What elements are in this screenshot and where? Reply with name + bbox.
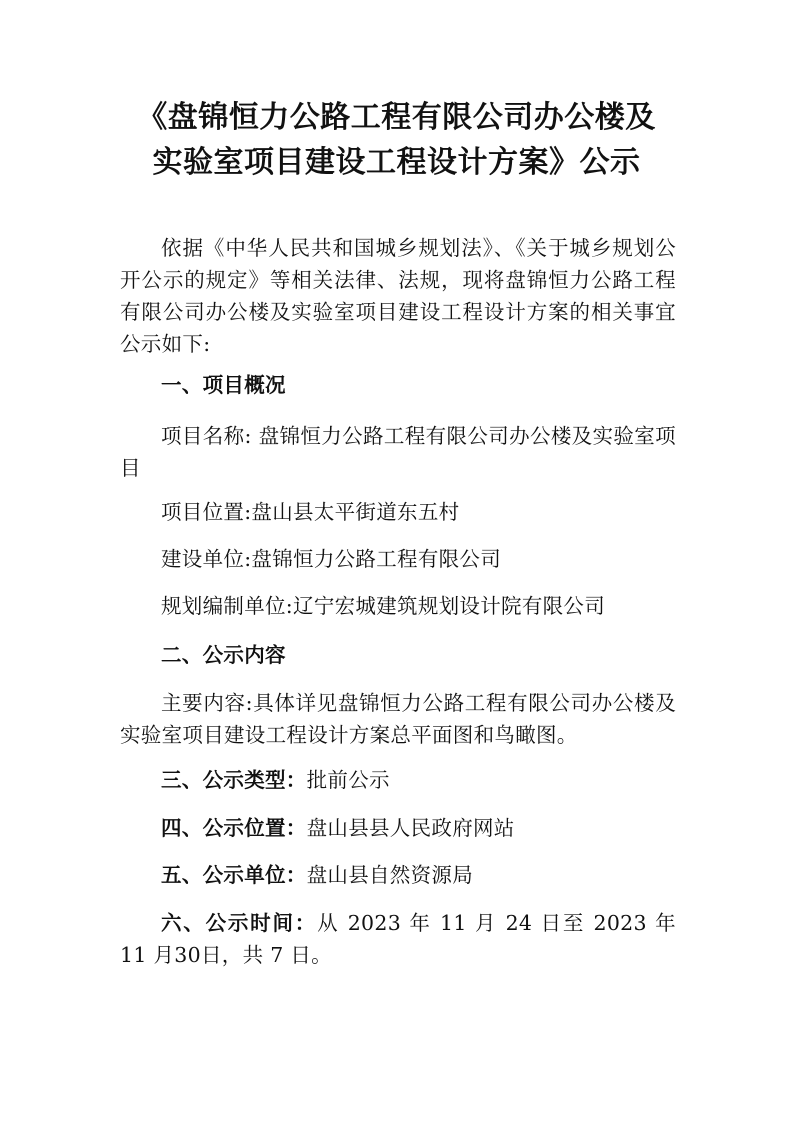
- section-5-value: 盘山县自然资源局: [306, 863, 474, 887]
- section-4-value: 盘山县县人民政府网站: [306, 816, 515, 840]
- project-name-value: 盘锦恒力公路工程有限公司办公楼及实验室项目: [120, 424, 676, 480]
- builder-value: 盘锦恒力公路工程有限公司: [251, 547, 502, 571]
- project-location-value: 盘山县太平街道东五村: [251, 500, 460, 524]
- content-row: [120, 687, 676, 751]
- project-location-row: [120, 496, 676, 528]
- intro-paragraph: 依据《中华人民共和国城乡规划法》、《关于城乡规划公开公示的规定》等相关法律、法规，现将盘锦恒力公路工程有限公司办公楼及实验室项目建设工程设计方案的相关事宜公示如下:: [120, 236, 676, 356]
- section-6-value: 从 2023 年 11 月 24 日至 2023 年 11 月30日，共 7 日。: [120, 911, 676, 967]
- section-4-heading: 四、公示位置：: [161, 816, 307, 840]
- title-line-2: 实验室项目建设工程设计方案》公示: [152, 145, 641, 180]
- planner-label: 规划编制单位:: [161, 594, 294, 618]
- section-4-row: [120, 812, 676, 844]
- section-3-value: 批前公示: [306, 768, 390, 792]
- planner-value: 辽宁宏城建筑规划设计院有限公司: [293, 594, 606, 618]
- section-6-row: [120, 907, 676, 971]
- section-6-heading: 六、公示时间：: [161, 911, 318, 935]
- planner-row: [120, 590, 676, 622]
- section-3-heading: 三、公示类型：: [161, 768, 307, 792]
- project-name-row: [120, 420, 676, 484]
- section-1-heading: [120, 369, 676, 401]
- section-5-heading: 五、公示单位：: [161, 863, 307, 887]
- project-name-label: 项目名称:: [161, 424, 252, 448]
- title-line-1: 《盘锦恒力公路工程有限公司办公楼及: [137, 100, 656, 135]
- content-label: 主要内容:: [161, 691, 253, 715]
- section-2-heading-text: 二、公示内容: [161, 643, 286, 667]
- section-1-heading-text: 一、项目概况: [161, 373, 286, 397]
- builder-label: 建设单位:: [161, 547, 252, 571]
- section-5-row: [120, 859, 676, 891]
- section-3-row: [120, 764, 676, 796]
- section-2-heading: [120, 639, 676, 671]
- content-value: 具体详见盘锦恒力公路工程有限公司办公楼及实验室项目建设工程设计方案总平面图和鸟瞰图。: [120, 691, 676, 747]
- builder-row: [120, 543, 676, 575]
- project-location-label: 项目位置:: [161, 500, 252, 524]
